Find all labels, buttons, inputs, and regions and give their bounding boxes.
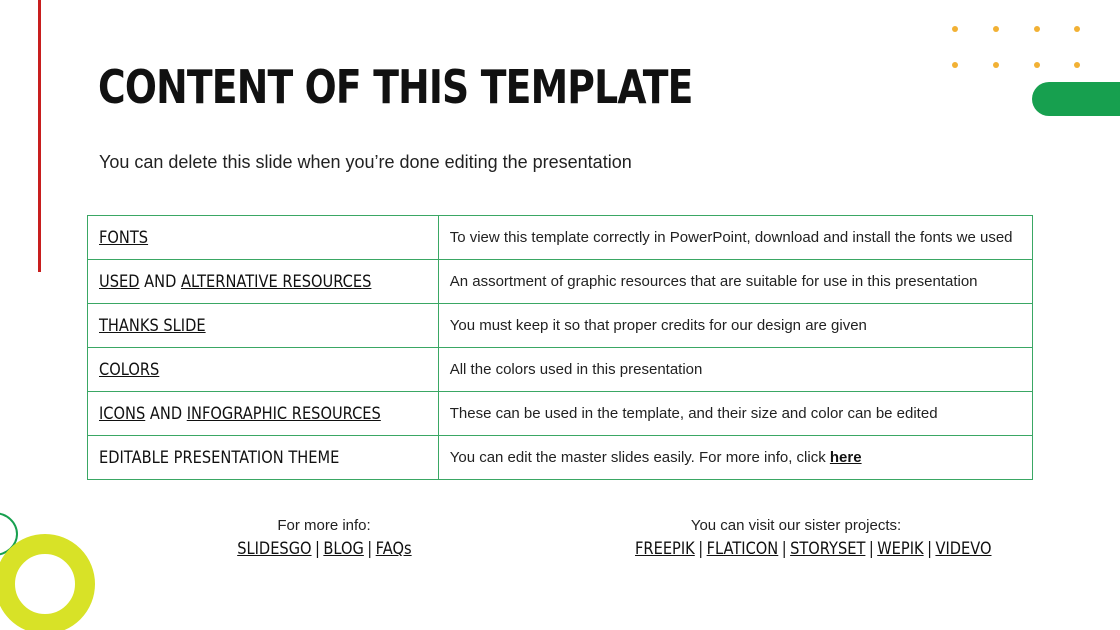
conjunction-text: AND	[149, 403, 183, 424]
link-separator: |	[868, 539, 874, 559]
videvo-link[interactable]: VIDEVO	[935, 539, 992, 559]
decorative-dot	[1074, 26, 1080, 32]
footer-sister-projects	[606, 517, 992, 559]
page-title: CONTENT OF THIS TEMPLATE	[98, 60, 693, 114]
table-row-resources	[88, 260, 1033, 304]
wepik-link[interactable]: WEPIK	[877, 539, 924, 559]
blog-link[interactable]: BLOG	[322, 539, 364, 559]
table-cell-topic	[88, 260, 439, 304]
table-row-theme	[88, 436, 1033, 480]
decorative-dot	[1074, 62, 1080, 68]
footer-sister-projects-label: You can visit our sister projects:	[690, 517, 902, 534]
link-separator: |	[781, 539, 787, 559]
conjunction-text: AND	[144, 271, 177, 292]
faqs-link[interactable]: FAQs	[375, 539, 412, 559]
green-pill-shape	[1032, 82, 1120, 116]
table-cell-description: These can be used in the template, and their size and color can be edited	[438, 392, 1032, 436]
decorative-dot-grid	[950, 24, 1090, 74]
decorative-dot	[952, 62, 958, 68]
decorative-dot	[952, 26, 958, 32]
footer-sister-projects-links	[606, 539, 992, 559]
slidesgo-link[interactable]: SLIDESGO	[236, 539, 312, 559]
table-cell-topic	[88, 304, 439, 348]
storyset-link[interactable]: STORYSET	[790, 539, 866, 559]
editable-theme-text: EDITABLE PRESENTATION THEME	[99, 447, 340, 468]
yellow-ring-shape	[0, 534, 95, 630]
table-row-icons	[88, 392, 1033, 436]
table-cell-description: You must keep it so that proper credits for our design are given	[438, 304, 1032, 348]
theme-description-text: You can edit the master slides easily. For more info, click	[449, 449, 826, 466]
used-resources-link[interactable]: USED	[99, 271, 140, 292]
decorative-dot	[993, 62, 999, 68]
table-row-thanks	[88, 304, 1033, 348]
alternative-resources-link[interactable]: ALTERNATIVE RESOURCES	[180, 271, 372, 292]
link-separator: |	[698, 539, 704, 559]
decorative-dot	[993, 26, 999, 32]
link-separator: |	[927, 539, 932, 559]
link-separator: |	[366, 539, 372, 559]
infographic-resources-link[interactable]: INFOGRAPHIC RESOURCES	[186, 403, 381, 424]
table-cell-description: To view this template correctly in PowerPoint, download and install the fonts we used	[438, 216, 1032, 260]
thanks-slide-link[interactable]: THANKS SLIDE	[99, 315, 206, 336]
decorative-dot	[1034, 26, 1040, 32]
content-table	[87, 215, 1033, 480]
page-subtitle: You can delete this slide when you’re done editing the presentation	[99, 152, 632, 172]
footer-more-info-links	[214, 539, 434, 559]
table-cell-description: All the colors used in this presentation	[438, 348, 1032, 392]
fonts-link[interactable]: FONTS	[99, 227, 149, 248]
table-cell-topic	[88, 436, 439, 480]
colors-link[interactable]: COLORS	[99, 359, 160, 380]
icons-link[interactable]: ICONS	[99, 403, 146, 424]
table-cell-description	[438, 436, 1032, 480]
decorative-dot	[1034, 62, 1040, 68]
table-row-fonts	[88, 216, 1033, 260]
red-vertical-line	[38, 0, 41, 272]
footer-more-info-label: For more info:	[277, 517, 371, 534]
table-row-colors	[88, 348, 1033, 392]
link-separator: |	[314, 539, 320, 559]
flaticon-link[interactable]: FLATICON	[706, 539, 779, 559]
table-cell-topic	[88, 216, 439, 260]
table-cell-topic	[88, 348, 439, 392]
table-cell-topic	[88, 392, 439, 436]
footer-more-info	[214, 517, 434, 559]
here-link[interactable]: here	[829, 449, 862, 466]
freepik-link[interactable]: FREEPIK	[635, 539, 695, 559]
table-cell-description: An assortment of graphic resources that are suitable for use in this presentation	[438, 260, 1032, 304]
